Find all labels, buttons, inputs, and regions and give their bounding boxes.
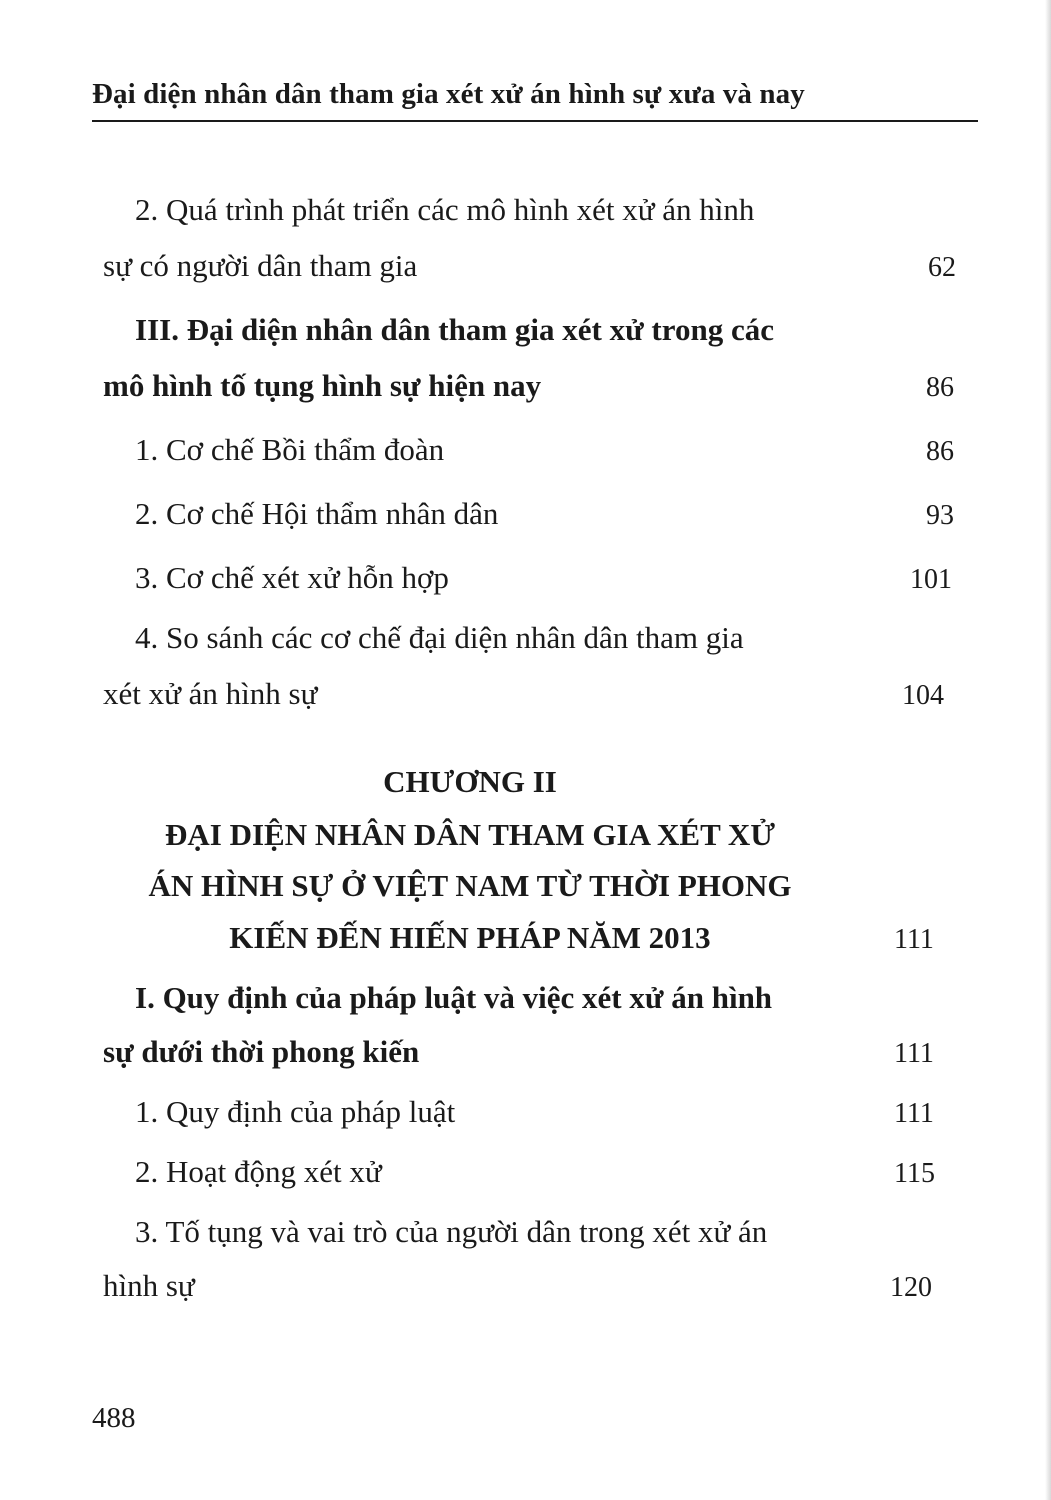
toc-entry-2-line-2: mô hình tố tụng hình sự hiện nay bbox=[103, 368, 542, 403]
toc-entry-5-line-1: 3. Cơ chế xét xử hỗn hợp bbox=[135, 560, 449, 595]
toc-entry-4-line-1: 2. Cơ chế Hội thẩm nhân dân bbox=[135, 496, 499, 531]
toc-entry-2-line-1: III. Đại diện nhân dân tham gia xét xử trong các bbox=[135, 312, 774, 347]
page-edge-shadow bbox=[1045, 0, 1051, 1500]
toc-entry-7-line-1: I. Quy định của pháp luật và việc xét xử án hình bbox=[135, 980, 773, 1015]
toc-entry-7-line-2: sự dưới thời phong kiến bbox=[103, 1034, 420, 1069]
toc-entry-10-line-1: 3. Tố tụng và vai trò của người dân trong xét xử án bbox=[135, 1214, 768, 1249]
toc-entry-3-page: 86 bbox=[926, 436, 954, 467]
running-header: Đại diện nhân dân tham gia xét xử án hình sự xưa và nay bbox=[92, 78, 805, 110]
toc-entry-9-line-1: 2. Hoạt động xét xử bbox=[135, 1154, 382, 1189]
toc-entry-9-page: 115 bbox=[894, 1158, 935, 1189]
header-rule bbox=[92, 120, 978, 122]
chapter-page: 111 bbox=[894, 924, 934, 955]
page-number: 488 bbox=[92, 1402, 136, 1434]
toc-entry-1-line-1: 2. Quá trình phát triển các mô hình xét xử án hình bbox=[135, 192, 755, 227]
chapter-title-line-3: KIẾN ĐẾN HIẾN PHÁP NĂM 2013 bbox=[229, 920, 711, 955]
toc-entry-2-page: 86 bbox=[926, 372, 954, 403]
toc-entry-4-page: 93 bbox=[926, 500, 954, 531]
toc-entry-1-line-2: sự có người dân tham gia bbox=[103, 248, 418, 283]
toc-entry-10-page: 120 bbox=[890, 1272, 932, 1303]
chapter-title-line-2: ÁN HÌNH SỰ Ở VIỆT NAM TỪ THỜI PHONG bbox=[148, 868, 792, 903]
toc-entry-6-line-1: 4. So sánh các cơ chế đại diện nhân dân tham gia bbox=[135, 620, 744, 655]
toc-entry-1-page: 62 bbox=[928, 252, 956, 283]
chapter-title-line-1: ĐẠI DIỆN NHÂN DÂN THAM GIA XÉT XỬ bbox=[164, 817, 775, 852]
toc-entry-8-page: 111 bbox=[894, 1098, 934, 1129]
toc-entry-6-page: 104 bbox=[902, 680, 944, 711]
toc-entry-8-line-1: 1. Quy định của pháp luật bbox=[135, 1094, 456, 1129]
toc-entry-5-page: 101 bbox=[910, 564, 952, 595]
chapter-label: CHƯƠNG II bbox=[383, 764, 557, 799]
toc-entry-6-line-2: xét xử án hình sự bbox=[103, 676, 318, 711]
toc-entry-7-page: 111 bbox=[894, 1038, 934, 1069]
toc-entry-10-line-2: hình sự bbox=[103, 1268, 195, 1303]
toc-entry-3-line-1: 1. Cơ chế Bồi thẩm đoàn bbox=[135, 432, 445, 467]
